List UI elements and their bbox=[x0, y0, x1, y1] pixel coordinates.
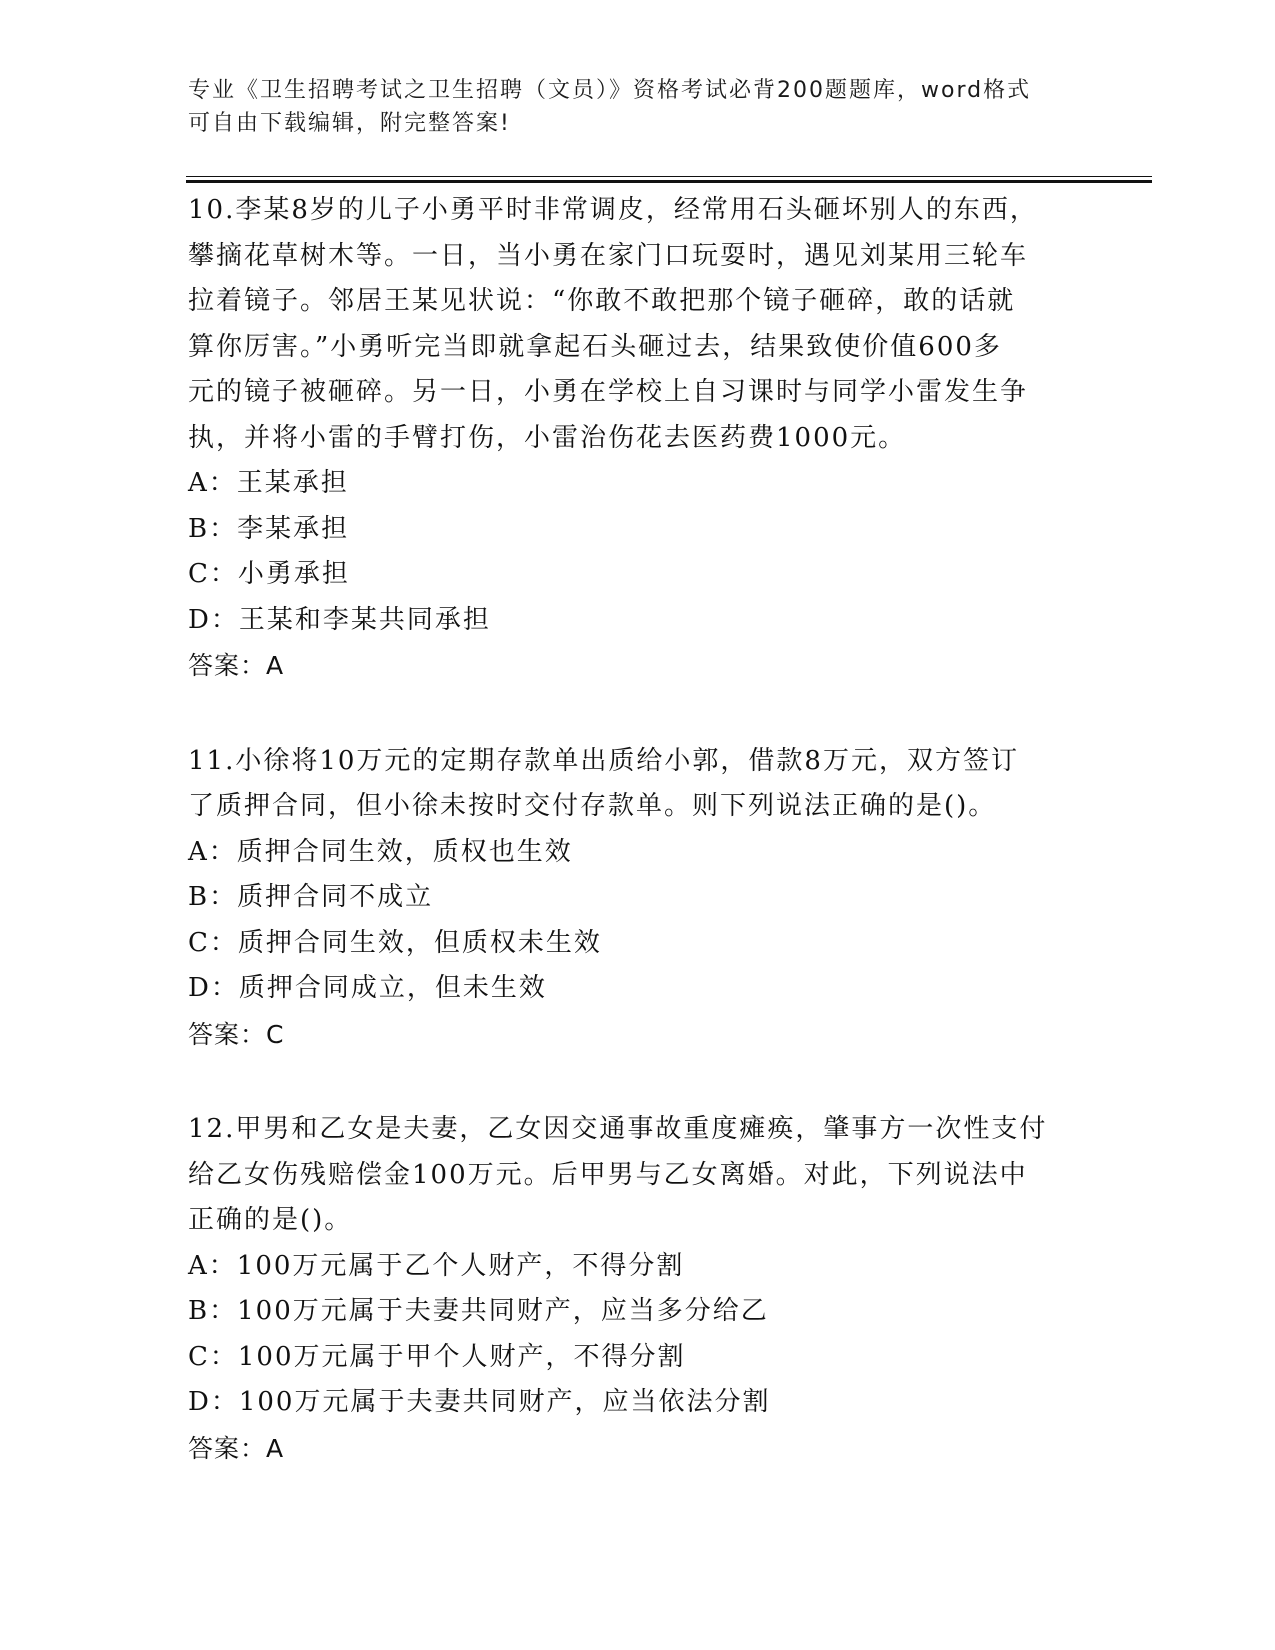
question-stem bbox=[188, 188, 1088, 461]
option-b: B：100万元属于夫妻共同财产，应当多分给乙 bbox=[188, 1296, 769, 1326]
option-b: B：质押合同不成立 bbox=[188, 882, 434, 912]
question-stem bbox=[188, 1107, 1088, 1244]
answer-label: 答案：A bbox=[188, 1433, 285, 1463]
question-10 bbox=[188, 188, 1088, 689]
stem-line: 算你厉害。”小勇听完当即就拿起石头砸过去，结果致使价值600多 bbox=[188, 331, 1002, 362]
option-a: A：王某承担 bbox=[188, 468, 349, 498]
question-12 bbox=[188, 1107, 1088, 1471]
option-b: B：李某承担 bbox=[188, 513, 350, 544]
option-a: A：质押合同生效，质权也生效 bbox=[188, 836, 573, 867]
stem-line: 元的镜子被砸碎。另一日，小勇在学校上自习课时与同学小雷发生争 bbox=[188, 377, 1029, 407]
header-divider-thin bbox=[186, 176, 1152, 177]
option-c: C：100万元属于甲个人财产，不得分割 bbox=[188, 1341, 686, 1372]
stem-line: 12.甲男和乙女是夫妻，乙女因交通事故重度瘫痪，肇事方一次性支付 bbox=[188, 1114, 1048, 1144]
header-title-line-2: 可自由下载编辑，附完整答案! bbox=[188, 111, 511, 136]
stem-line: 10.李某8岁的儿子小勇平时非常调皮，经常用石头砸坏别人的东西， bbox=[188, 195, 1038, 225]
stem-line: 拉着镜子。邻居王某见状说：“你敢不敢把那个镜子砸碎，敢的话就 bbox=[188, 286, 1016, 316]
stem-line: 给乙女伤残赔偿金100万元。后甲男与乙女离婚。对此，下列说法中 bbox=[188, 1159, 1028, 1190]
stem-line: 11.小徐将10万元的定期存款单出质给小郭，借款8万元，双方签订 bbox=[188, 745, 1019, 776]
question-stem bbox=[188, 739, 1088, 830]
question-list bbox=[188, 188, 1088, 1471]
answer-label: 答案：C bbox=[188, 1019, 285, 1049]
header-divider-thick bbox=[186, 180, 1152, 183]
header-title-line-1: 专业《卫生招聘考试之卫生招聘（文员）》资格考试必背200题题库，word格式 bbox=[188, 78, 1032, 103]
option-c: C：小勇承担 bbox=[188, 559, 350, 589]
option-a: A：100万元属于乙个人财产，不得分割 bbox=[188, 1250, 685, 1281]
stem-line: 了质押合同，但小徐未按时交付存款单。则下列说法正确的是()。 bbox=[188, 791, 997, 821]
stem-line: 攀摘花草树木等。一日，当小勇在家门口玩耍时，遇见刘某用三轮车 bbox=[188, 240, 1029, 271]
question-11 bbox=[188, 739, 1088, 1058]
option-c: C：质押合同生效，但质权未生效 bbox=[188, 927, 602, 958]
answer-label: 答案：A bbox=[188, 651, 285, 680]
stem-line: 正确的是()。 bbox=[188, 1205, 353, 1235]
option-d: D：质押合同成立，但未生效 bbox=[188, 973, 547, 1003]
option-d: D：100万元属于夫妻共同财产，应当依法分割 bbox=[188, 1387, 771, 1417]
document-header bbox=[188, 74, 1068, 140]
stem-line: 执，并将小雷的手臂打伤，小雷治伤花去医药费1000元。 bbox=[188, 422, 907, 453]
option-d: D：王某和李某共同承担 bbox=[188, 604, 491, 635]
